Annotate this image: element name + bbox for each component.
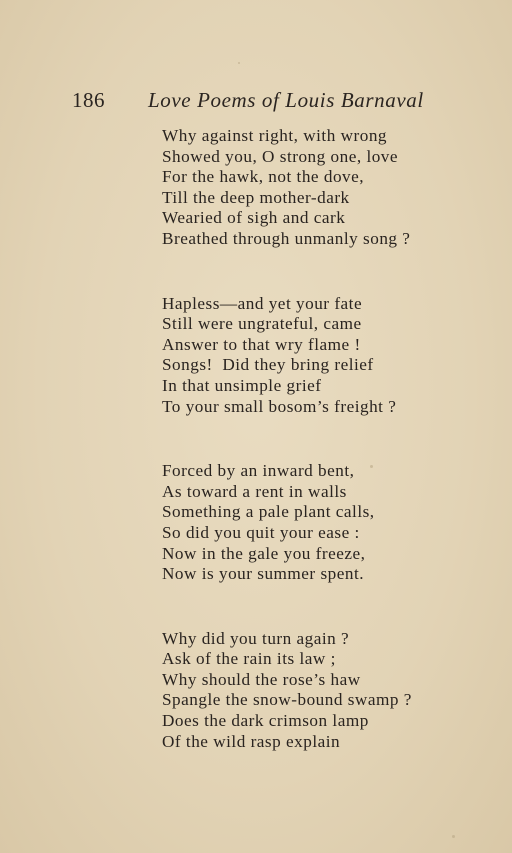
poem-line: Showed you, O strong one, love bbox=[162, 146, 399, 166]
poem-line: To your small bosom’s freight ? bbox=[162, 396, 397, 416]
paper-speck bbox=[370, 465, 373, 468]
poem-line: As toward a rent in walls bbox=[162, 481, 347, 501]
poem-line: Forced by an inward bent, bbox=[162, 461, 355, 481]
paper-speck bbox=[238, 62, 240, 64]
poem-line: Does the dark crimson lamp bbox=[162, 711, 369, 731]
poem-line: Why did you turn again ? bbox=[162, 628, 350, 648]
poem-line: Till the deep mother-dark bbox=[162, 187, 350, 207]
poem-line: Wearied of sigh and cark bbox=[162, 208, 346, 228]
poem-line: In that unsimple grief bbox=[162, 375, 322, 395]
poem-line: Now in the gale you freeze, bbox=[162, 543, 366, 563]
stanza-3 bbox=[162, 461, 492, 585]
poem-line: For the hawk, not the dove, bbox=[162, 167, 365, 187]
stanza-1 bbox=[162, 126, 492, 250]
poem-line: Spangle the snow-bound swamp ? bbox=[162, 690, 412, 710]
poem-line: So did you quit your ease : bbox=[162, 522, 360, 542]
poem-line: Something a pale plant calls, bbox=[162, 502, 375, 522]
book-title: Love Poems of Louis Barnaval bbox=[148, 88, 424, 112]
stanza-2 bbox=[162, 294, 492, 418]
poem-line: Hapless—and yet your fate bbox=[162, 293, 363, 313]
poem-line: Why should the rose’s haw bbox=[162, 669, 361, 689]
poem-line: Of the wild rasp explain bbox=[162, 731, 341, 751]
poem bbox=[162, 126, 492, 752]
stanza-4 bbox=[162, 629, 492, 753]
poem-line: Ask of the rain its law ; bbox=[162, 649, 336, 669]
poem-line: Songs! Did they bring relief bbox=[162, 355, 374, 375]
poem-line: Why against right, with wrong bbox=[162, 126, 388, 145]
paper-speck bbox=[452, 835, 455, 838]
poem-line: Now is your summer spent. bbox=[162, 564, 365, 584]
page-number: 186 bbox=[72, 88, 105, 112]
poem-line: Answer to that wry flame ! bbox=[162, 334, 361, 354]
running-head bbox=[72, 88, 452, 116]
poem-line: Breathed through unmanly song ? bbox=[162, 228, 411, 248]
poem-line: Still were ungrateful, came bbox=[162, 314, 362, 334]
